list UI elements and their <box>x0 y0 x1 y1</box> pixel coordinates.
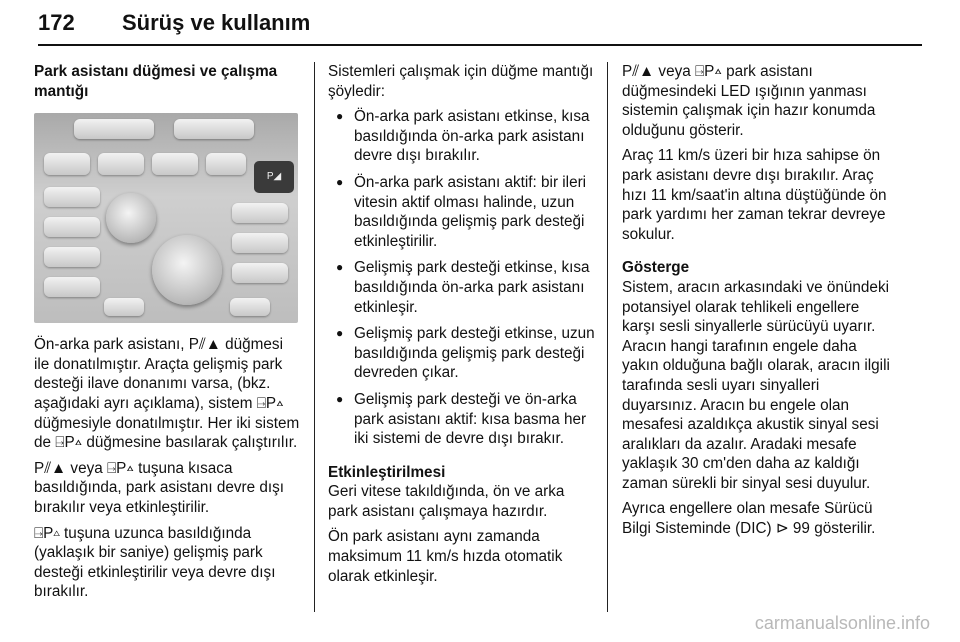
console-button <box>232 263 288 283</box>
paragraph: P⫽▲ veya ⍈P▵ tuşuna kısaca basıldığında, park asistanı devre dışı bırakılır veya etkinleştirilir. <box>34 459 284 516</box>
console-button <box>174 119 254 139</box>
console-button <box>44 277 100 297</box>
console-button <box>98 153 144 175</box>
section-heading: Etkinleştirilmesi <box>328 463 446 481</box>
list-item: ● Gelişmiş park desteği ve ön-arka park asistanı aktif: kısa basma her iki sistemi de devre dışı bırakır. <box>328 390 596 449</box>
section-heading: Park asistanı düğmesi ve çalışma mantığı <box>34 63 278 100</box>
column-1 <box>34 62 302 608</box>
console-button <box>44 217 100 237</box>
column-2 <box>328 62 596 592</box>
list-item: ● Gelişmiş park desteği etkinse, kısa basıldığında ön-arka park asistanı etkinleşir. <box>328 258 596 317</box>
column-3 <box>622 62 890 545</box>
column-divider <box>607 62 608 612</box>
console-button <box>230 298 270 316</box>
section-heading: Gösterge <box>622 259 690 277</box>
console-button <box>232 233 288 253</box>
console-button <box>104 298 144 316</box>
park-assist-button: P◢ <box>254 161 294 193</box>
paragraph: ⍈P▵ tuşuna uzunca basıldığında (yaklaşık bir saniye) gelişmiş park desteği etkinleştirilir veya devre dışı bırakılır. <box>34 524 276 601</box>
console-button <box>44 187 100 207</box>
paragraph: Araç 11 km/s üzeri bir hıza sahipse ön park asistanı devre dışı bırakılır. Araç hızı 11 km/saat'in altına düştüğünde ön park yardımı her zaman tekrar devreye sokulur. <box>622 147 887 243</box>
chapter-title: Sürüş ve kullanım <box>122 10 311 35</box>
console-photo <box>34 113 298 323</box>
console-knob <box>106 193 156 243</box>
paragraph: Geri vitese takıldığında, ön ve arka park asistanı çalışmaya hazırdır. <box>328 483 565 520</box>
paragraph: Sistemleri çalışmak için düğme mantığı şöyledir: <box>328 63 594 100</box>
header-rule <box>38 44 922 46</box>
console-knob <box>152 235 222 305</box>
console-button <box>44 153 90 175</box>
paragraph: Ayrıca engellere olan mesafe Sürücü Bilgi Sisteminde (DIC) ⊳ 99 gösterilir. <box>622 500 876 538</box>
bullet-list <box>328 107 596 449</box>
paragraph: P⫽▲ veya ⍈P▵ park asistanı düğmesindeki LED ışığının yanması sistemin çalışmak için hazır konumda olduğunu gösterir. <box>622 63 876 139</box>
page-header <box>38 4 922 44</box>
list-item: ● Gelişmiş park desteği etkinse, uzun basıldığında gelişmiş park desteği devreden çıkar. <box>328 324 596 383</box>
paragraph: Ön park asistanı aynı zamanda maksimum 11 km/s hızda otomatik olarak etkinleşir. <box>328 528 563 585</box>
console-button <box>152 153 198 175</box>
console-button <box>232 203 288 223</box>
console-button <box>206 153 246 175</box>
paragraph: Sistem, aracın arkasındaki ve önündeki potansiyel olarak tehlikeli engellere karşı sesli sinyallerle sürücüyü uyarır. Aracın hangi tarafının engele daha yakın olduğuna bağlı olarak, aracın ilgili tarafında sesli uyarı sinyalleri duyarsınız. Aracın bu engele olan mesafesi azaldıkça akustik sinyal sesi aralıkları da azalır. Aradaki mesafe yaklaşık 30 cm'den daha az kaldığı zaman sürekli bir sinyal sesi duyulur. <box>622 278 890 492</box>
console-button <box>44 247 100 267</box>
list-item: ● Ön-arka park asistanı etkinse, kısa basıldığında ön-arka park asistanı devre dışı bırakılır. <box>328 107 596 166</box>
column-divider <box>314 62 315 612</box>
page-number: 172 <box>38 10 75 35</box>
list-item: ● Ön-arka park asistanı aktif: bir ileri vitesin aktif olması halinde, uzun basıldığında gelişmiş park desteği etkinleştirilir. <box>328 173 596 251</box>
console-button <box>74 119 154 139</box>
paragraph: Ön-arka park asistanı, P⫽▲ düğmesi ile donatılmıştır. Araçta gelişmiş park desteği ilave donanımı varsa, (bkz. aşağıdaki ayrı açıklama), sistem ⍈P▵ düğmesiyle donatılmıştır. Her iki sistem de ⍈P▵ düğmesine basılarak çalıştırılır. <box>34 336 300 452</box>
watermark: carmanualsonline.info <box>754 613 930 633</box>
